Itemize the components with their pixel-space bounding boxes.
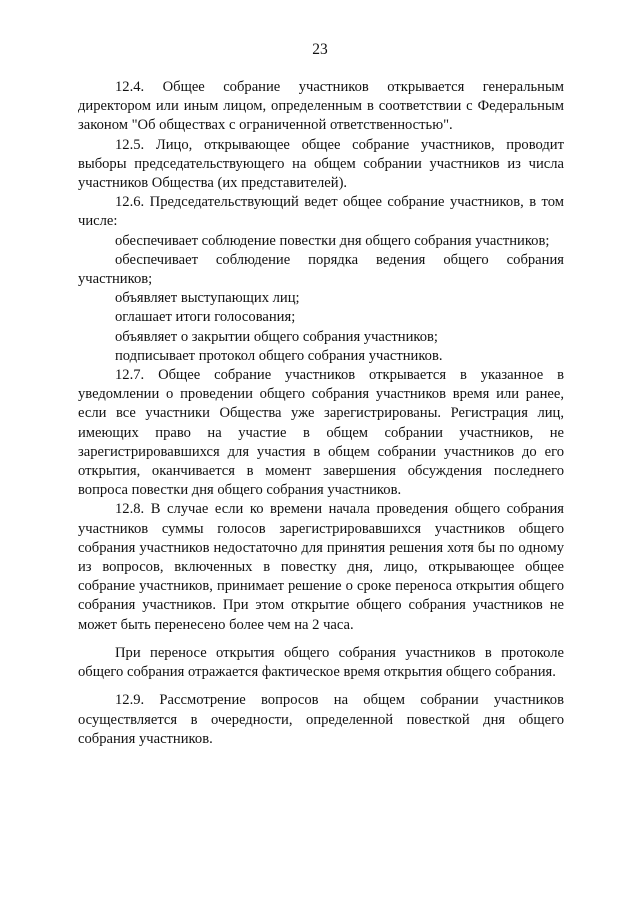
list-item-minutes: подписывает протокол общего собрания участников. xyxy=(115,347,443,364)
paragraph-12-9: 12.9. Рассмотрение вопросов на общем собрании участников осуществляется в очередности, определенной повесткой дня общего собрания участников. xyxy=(78,692,564,747)
paragraph-postponement: При переносе открытия общего собрания участников в протоколе общего собрания отражается фактическое время открытия общего собрания. xyxy=(78,644,564,681)
list-item-closing: объявляет о закрытии общего собрания участников; xyxy=(115,328,438,345)
page-number: 23 xyxy=(312,41,328,58)
list-item-procedure: обеспечивает соблюдение порядка ведения общего собрания участников; xyxy=(78,251,564,288)
list-item-agenda: обеспечивает соблюдение повестки дня общего собрания участников; xyxy=(115,232,550,249)
paragraph-12-7: 12.7. Общее собрание участников открывается в указанное в уведомлении о проведении общего собрания участников время или ранее, если все участники Общества уже зарегистрированы. Регистрация лиц, имеющих право на участие в общем собрании участников, не зарегистрировавшихся для участия в общем собрании участников до его открытия, оканчивается в момент завершения обсуждения последнего вопроса повестки дня общего собрания участников. xyxy=(78,367,564,499)
document-body xyxy=(78,78,564,749)
paragraph-12-6: 12.6. Председательствующий ведет общее собрание участников, в том числе: xyxy=(78,194,564,230)
paragraph-12-5: 12.5. Лицо, открывающее общее собрание участников, проводит выборы председательствующего на общем собрании участников из числа участников Общества (их представителей). xyxy=(78,136,564,192)
list-item-voting-results: оглашает итоги голосования; xyxy=(115,309,296,326)
paragraph-12-4: 12.4. Общее собрание участников открывается генеральным директором или иным лицом, определенным в соответствии с Федеральным законом "Об обществах с ограниченной ответственностью". xyxy=(78,79,564,134)
list-item-speakers: объявляет выступающих лиц; xyxy=(115,290,300,307)
paragraph-12-8: 12.8. В случае если ко времени начала проведения общего собрания участников суммы голосов зарегистрировавшихся участников общего собрания участников недостаточно для принятия решения хотя бы по одному из вопросов, включенных в повестку дня, лицо, открывающее общее собрание участников, принимает решение о сроке переноса открытия общего собрания участников. При этом открытие общего собрания участников не может быть перенесено более чем на 2 часа. xyxy=(78,501,564,633)
